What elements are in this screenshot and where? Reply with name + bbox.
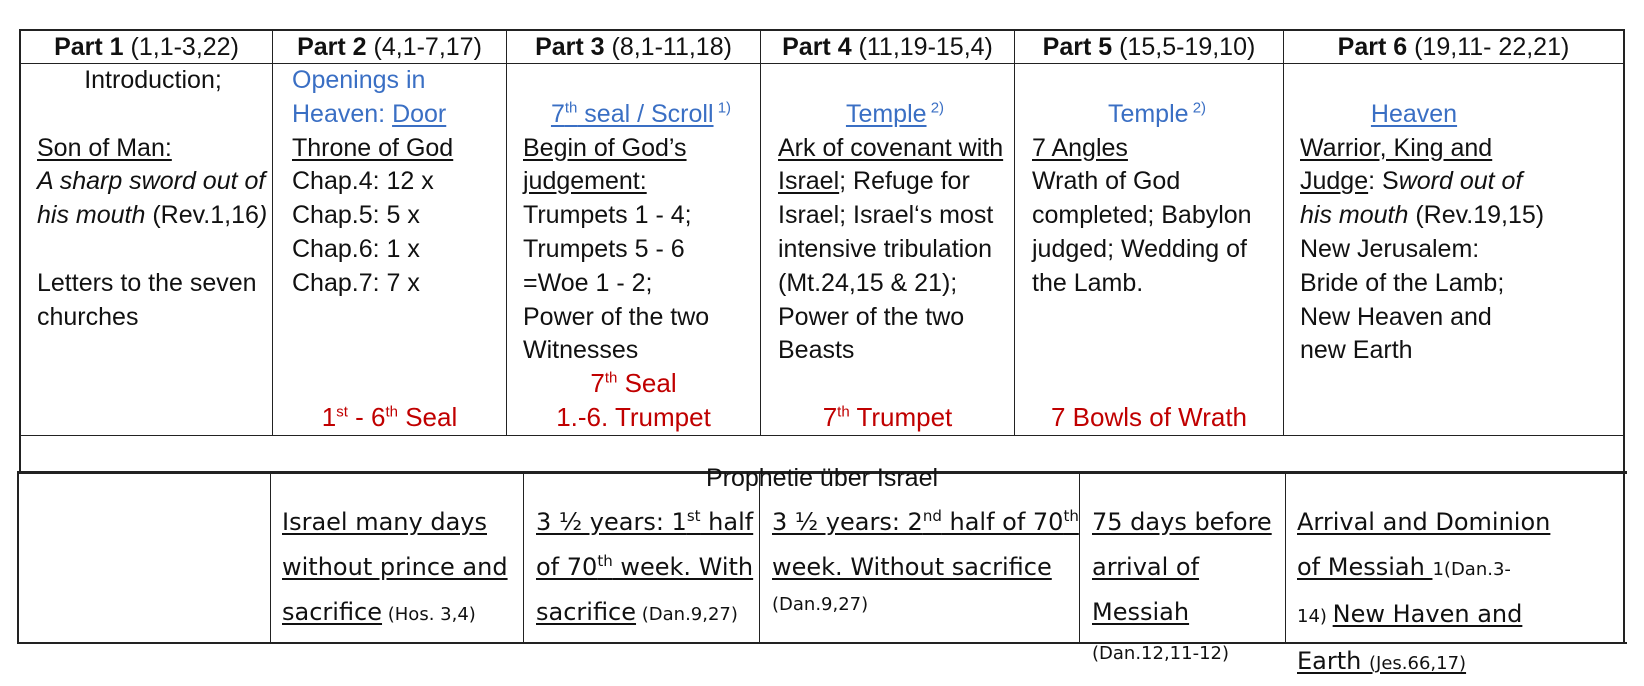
mt-reference: (Mt.24,15 & 21); <box>778 268 958 297</box>
col-divider <box>272 29 273 436</box>
band-top-line <box>19 435 1625 436</box>
warrior-label: Warrior, King and <box>1300 133 1493 162</box>
part-1-cell <box>37 64 269 334</box>
trumpets-1-4: Trumpets 1 - 4; <box>523 201 692 230</box>
lower-cell-5: 75 days before arrival of Messiah (Dan.12,11-12) <box>1092 508 1272 664</box>
part-6-cell <box>1300 64 1622 368</box>
temple-label: Temple $^{2)}$ <box>845 99 945 128</box>
beasts: Beasts <box>778 336 855 365</box>
part-3-cell <box>523 64 759 368</box>
table-border-right <box>1623 29 1625 644</box>
intro-label: Introduction; <box>84 66 222 94</box>
lower-cell-6: Arrival and Dominion of Messiah 1(Dan.3- 14) New Haven and Earth (Jes.66,17) <box>1297 508 1551 675</box>
header-part-3: Part 3 (8,1-11,18) <box>535 33 732 61</box>
chap4: Chap.4: 12 x <box>292 167 434 196</box>
seal7-scroll-label: 7th seal / Scroll $^{1)}$ <box>550 99 732 128</box>
lower-cell-3: 3 ½ years: 1st half of 70th week. With sacrifice (Dan.9,27) <box>536 507 754 626</box>
trumpet-1-6-label: 1.-6. Trumpet <box>556 402 711 432</box>
seal-1-6-label: 1st - 6th Seal <box>321 402 458 432</box>
son-of-man-label: Son of Man: <box>37 133 172 162</box>
intensive-tribulation: intensive tribulation <box>778 234 993 263</box>
bride-lamb: Bride of the Lamb; <box>1300 268 1505 297</box>
begin-judgement: Begin of God’s <box>523 133 687 162</box>
lower-cell-4: 3 ½ years: 2nd half of 70th week. Without sacrifice (Dan.9,27) <box>772 507 1079 615</box>
chap6: Chap.6: 1 x <box>292 234 420 263</box>
seven-angles: 7 Angles <box>1032 133 1128 162</box>
header-part-2: Part 2 (4,1-7,17) <box>297 33 482 61</box>
header-part-1: Part 1 (1,1-3,22) <box>54 33 239 61</box>
openings-label-2: Heaven: Door <box>292 99 447 128</box>
babylon-text: completed; Babylon <box>1032 201 1252 230</box>
part-2-cell <box>292 64 504 301</box>
col-divider <box>1283 29 1284 436</box>
seal-7-red-label: 7th Seal <box>590 368 677 398</box>
sword-ref: his mouth (Rev.1,16) <box>37 201 268 230</box>
judge-label: Judge: Sword out of <box>1300 167 1523 196</box>
begin-judgement-2: judgement: <box>523 167 647 196</box>
trumpets-5-6: Trumpets 5 - 6 <box>523 234 685 263</box>
israel-tribulation: Israel; Israel‘s most <box>778 201 994 230</box>
power-witnesses-2: Witnesses <box>523 336 639 365</box>
table-border-left <box>19 29 21 473</box>
letters-text: Letters to the seven <box>37 268 257 297</box>
temple-label-5: Temple $^{2)}$ <box>1107 99 1207 128</box>
new-heaven: New Heaven and <box>1300 302 1492 331</box>
lower-cell-2: Israel many days without prince and sacrifice (Hos. 3,4) <box>282 508 508 626</box>
ark-covenant: Ark of covenant with <box>778 133 1004 162</box>
new-earth: new Earth <box>1300 336 1413 365</box>
header-part-5: Part 5 (15,5-19,10) <box>1042 33 1256 61</box>
wedding-text: judged; Wedding of <box>1032 234 1247 263</box>
chap7: Chap.7: 7 x <box>292 268 420 297</box>
col-divider <box>1285 474 1286 644</box>
power-beasts: Power of the two <box>778 302 965 331</box>
header-part-6: Part 6 (19,11- 22,21) <box>1337 33 1570 61</box>
col-divider <box>760 29 761 436</box>
part-4-cell <box>778 64 1012 368</box>
throne-label: Throne of God <box>292 133 454 162</box>
table-border-left-lower <box>17 471 19 644</box>
heaven-label: Heaven <box>1370 99 1458 128</box>
col-divider <box>270 474 271 644</box>
header-part-4: Part 4 (11,19-15,4) <box>782 33 993 61</box>
letters-text-2: churches <box>37 302 139 331</box>
new-jerusalem: New Jerusalem: <box>1300 234 1480 263</box>
openings-label: Openings in <box>292 66 426 94</box>
power-witnesses: Power of the two <box>523 302 710 331</box>
lamb-text: the Lamb. <box>1032 268 1144 297</box>
mouth-ref: his mouth (Rev.19,15) <box>1300 201 1545 230</box>
sword-text: A sharp sword out of <box>37 167 266 196</box>
col-divider <box>523 474 524 644</box>
prophecy-band: Prophetie über Israel <box>705 464 939 492</box>
part-5-cell <box>1032 64 1282 301</box>
chap5: Chap.5: 5 x <box>292 201 420 230</box>
bowls-of-wrath-label: 7 Bowls of Wrath <box>1050 402 1248 432</box>
woe-text: =Woe 1 - 2; <box>523 268 653 297</box>
col-divider <box>1079 474 1080 644</box>
wrath-text: Wrath of God <box>1032 167 1181 196</box>
col-divider <box>1014 29 1015 436</box>
col-divider <box>759 474 760 644</box>
trumpet-7-label: 7th Trumpet <box>822 402 953 432</box>
ark-covenant-2: Israel; Refuge for <box>778 167 970 196</box>
